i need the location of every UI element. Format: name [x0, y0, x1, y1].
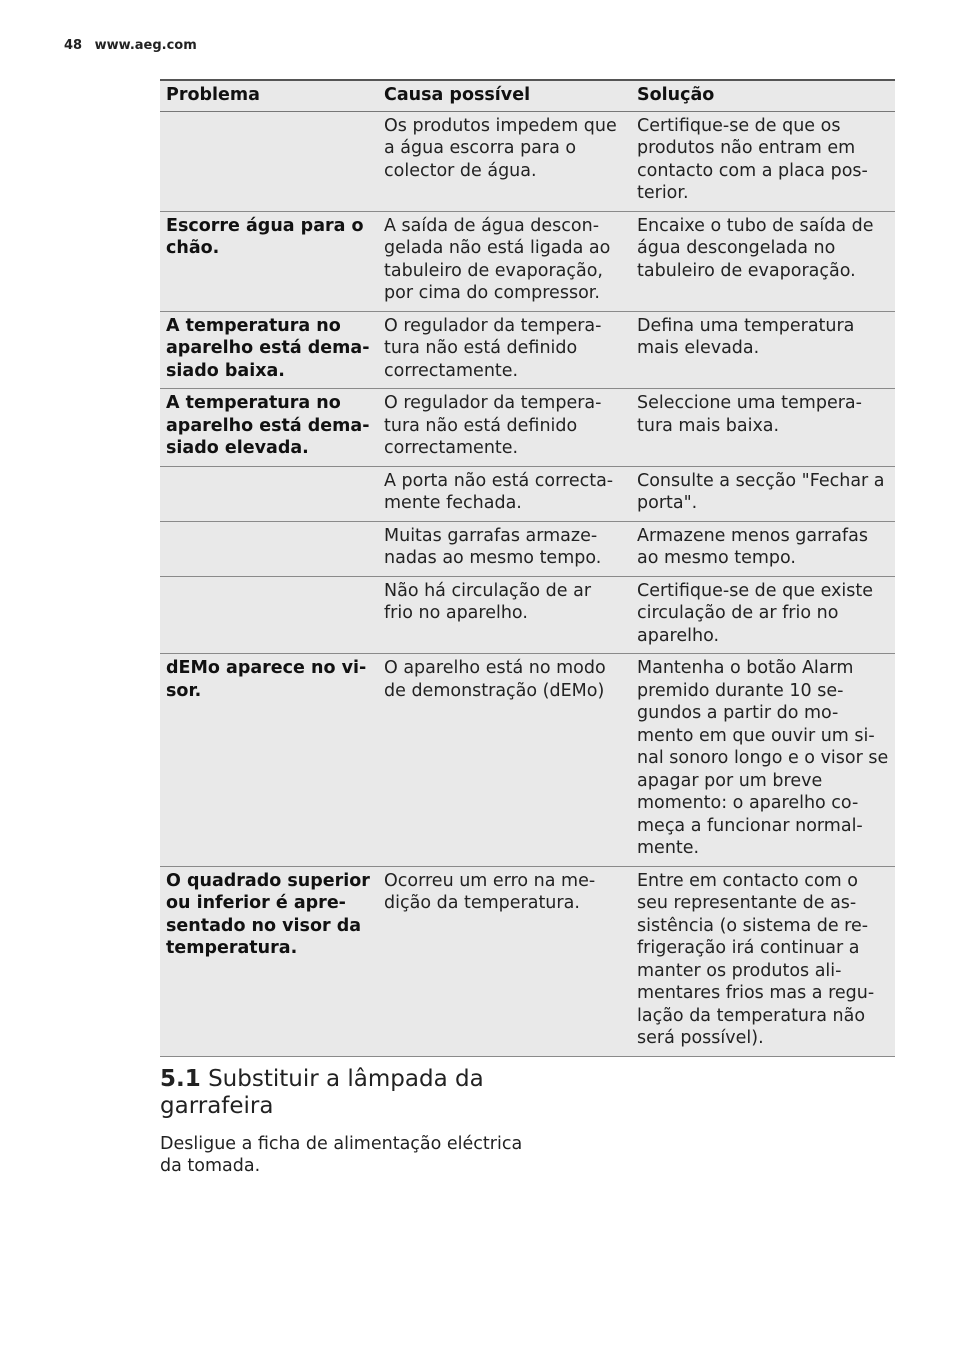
table-row: [160, 466, 895, 521]
problem-cell: [160, 111, 378, 211]
problem-cell: O quadrado superior ou inferior é apre-sentado no visor da temperatura.: [160, 866, 378, 1056]
cause-cell: O aparelho está no modo de demonstração (dEMo): [378, 654, 631, 867]
cause-cell: Ocorreu um erro na me-dição da temperatura.: [378, 866, 631, 1056]
table-row: [160, 389, 895, 467]
section-heading: [160, 1066, 540, 1120]
problem-cell: [160, 576, 378, 654]
table-body: [160, 111, 895, 1056]
solution-cell: Mantenha o botão Alarm premido durante 10 se-gundos a partir do mo-mento em que ouvir um si-nal sonoro longo e o visor se apagar por um breve momento: o aparelho co-meça a funcionar normal-mente.: [631, 654, 895, 867]
page-number: 48: [64, 38, 83, 53]
table-row: [160, 866, 895, 1056]
problem-cell: dEMo aparece no vi-sor.: [160, 654, 378, 867]
solution-cell: Certifique-se de que existe circulação de ar frio no aparelho.: [631, 576, 895, 654]
table-header-row: [160, 80, 895, 111]
cause-cell: O regulador da tempera-tura não está definido correctamente.: [378, 389, 631, 467]
problem-cell: A temperatura no aparelho está dema-siado baixa.: [160, 311, 378, 389]
cause-cell: A saída de água descon-gelada não está ligada ao tabuleiro de evaporação, por cima do compressor.: [378, 211, 631, 311]
table-row: [160, 311, 895, 389]
cause-cell: Muitas garrafas armaze-nadas ao mesmo tempo.: [378, 521, 631, 576]
table-row: [160, 654, 895, 867]
problem-cell: [160, 466, 378, 521]
instruction-paragraph: Desligue a ficha de alimentação eléctrica da tomada.: [160, 1134, 523, 1176]
solution-cell: Defina uma temperatura mais elevada.: [631, 311, 895, 389]
cause-cell: A porta não está correcta-mente fechada.: [378, 466, 631, 521]
cause-cell: O regulador da tempera-tura não está definido correctamente.: [378, 311, 631, 389]
troubleshooting-table: [160, 79, 895, 1057]
section-number: 5.1: [160, 1066, 201, 1092]
cause-cell: Não há circulação de ar frio no aparelho.: [378, 576, 631, 654]
solution-cell: Certifique-se de que os produtos não entram em contacto com a placa pos-terior.: [631, 111, 895, 211]
page-header: [64, 38, 197, 53]
table-row: [160, 211, 895, 311]
solution-cell: Armazene menos garrafas ao mesmo tempo.: [631, 521, 895, 576]
table-row: [160, 576, 895, 654]
section-title: Substituir a lâmpada da garrafeira: [160, 1066, 484, 1119]
header-cause: Causa possível: [378, 80, 631, 111]
header-solution: Solução: [631, 80, 895, 111]
table-row: [160, 521, 895, 576]
problem-cell: A temperatura no aparelho está dema-siado elevada.: [160, 389, 378, 467]
solution-cell: Seleccione uma tempera-tura mais baixa.: [631, 389, 895, 467]
solution-cell: Consulte a secção "Fechar a porta".: [631, 466, 895, 521]
problem-cell: [160, 521, 378, 576]
cause-cell: Os produtos impedem que a água escorra para o colector de água.: [378, 111, 631, 211]
solution-cell: Encaixe o tubo de saída de água descongelada no tabuleiro de evaporação.: [631, 211, 895, 311]
website-link[interactable]: www.aeg.com: [94, 38, 197, 53]
header-problem: Problema: [160, 80, 378, 111]
solution-cell: Entre em contacto com o seu representante de as-sistência (o sistema de re-frigeração irá continuar a manter os produtos ali-mentares frios mas a regu-lação da temperatura não será possível).: [631, 866, 895, 1056]
problem-cell: Escorre água para o chão.: [160, 211, 378, 311]
table-row: [160, 111, 895, 211]
